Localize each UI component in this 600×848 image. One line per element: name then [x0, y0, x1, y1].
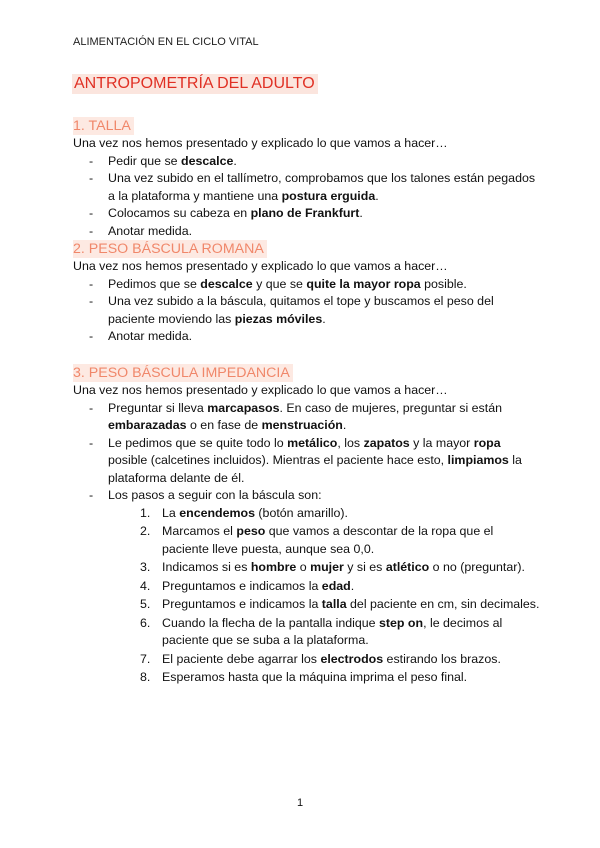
- list-item: - Le pedimos que se quite todo lo metálico, los zapatos y la mayor ropa posible (calcetines incluidos). Mientras el paciente hace esto, limpiamos la plataforma delante de él.: [89, 435, 543, 488]
- numbered-item: 4. Preguntamos e indicamos la edad.: [140, 578, 355, 593]
- section-heading: 1. TALLA: [73, 117, 134, 135]
- section-peso-impedancia: [73, 364, 543, 688]
- section-talla: [73, 117, 543, 240]
- section-intro: Una vez nos hemos presentado y explicado lo que vamos a hacer…: [73, 383, 448, 397]
- page-number: 1: [296, 797, 304, 809]
- bullet-list: [73, 153, 543, 241]
- list-item: - Pedir que se descalce.: [89, 153, 543, 171]
- numbered-item: 1. La encendemos (botón amarillo).: [140, 505, 348, 520]
- numbered-item: 5. Preguntamos e indicamos la talla del paciente en cm, sin decimales.: [140, 597, 540, 611]
- list-item: - Anotar medida.: [89, 328, 543, 346]
- section-peso-romana: [73, 240, 543, 346]
- bullet-list: [73, 400, 543, 687]
- numbered-item: 7. El paciente debe agarrar los electrodos estirando los brazos.: [140, 651, 501, 666]
- section-intro: Una vez nos hemos presentado y explicado lo que vamos a hacer…: [73, 259, 448, 273]
- numbered-list: [108, 505, 543, 687]
- section-heading: 3. PESO BÁSCULA IMPEDANCIA: [73, 364, 293, 382]
- numbered-item: 6. Cuando la flecha de la pantalla indique step on, le decimos al paciente que se suba a la plataforma.: [140, 615, 503, 647]
- numbered-item: 2. Marcamos el peso que vamos a descontar de la ropa que el paciente lleve puesta, aunque sea 0,0.: [140, 524, 494, 556]
- numbered-item: 8. Esperamos hasta que la máquina imprima el peso final.: [140, 670, 468, 684]
- list-item: - Colocamos su cabeza en plano de Frankfurt.: [89, 205, 543, 223]
- bullet-list: [73, 276, 543, 346]
- list-item: - Preguntar si lleva marcapasos. En caso de mujeres, preguntar si están embarazadas o en fase de menstruación.: [89, 400, 543, 435]
- page-header: ALIMENTACIÓN EN EL CICLO VITAL: [73, 36, 259, 48]
- document-title: ANTROPOMETRÍA DEL ADULTO: [72, 74, 318, 94]
- list-item: - Anotar medida.: [89, 223, 543, 241]
- list-item: - Pedimos que se descalce y que se quite la mayor ropa posible.: [89, 276, 543, 294]
- section-heading: 2. PESO BÁSCULA ROMANA: [73, 240, 267, 258]
- list-item: - Una vez subido en el tallímetro, comprobamos que los talones están pegados a la plataforma y mantiene una postura erguida.: [89, 170, 543, 205]
- numbered-item: 3. Indicamos si es hombre o mujer y si es atlético o no (preguntar).: [140, 560, 525, 574]
- list-item: - Una vez subido a la báscula, quitamos el tope y buscamos el peso del paciente moviendo las piezas móviles.: [89, 293, 543, 328]
- section-intro: Una vez nos hemos presentado y explicado lo que vamos a hacer…: [73, 136, 448, 150]
- list-item: - Los pasos a seguir con la báscula son: 1. La encendemos (botón amarillo). 2. Marcamos el peso que vamos a descontar de la ropa que el paciente lleve puesta, aunque sea 0,0. 3. Indicamos si es hombre o mujer y si es atlético o no (preguntar). 4. Preguntamos e indicamos la edad. 5. Preguntamos e indicamos la talla del paciente en cm, sin decimales. 6. Cuando la flecha de la pantalla indique step on, le decimos al paciente que se suba a la plataforma. 7. El paciente debe agarrar los electrodos estirando los brazos. 8. Esperamos hasta que la máquina imprima el peso final.: [89, 487, 543, 687]
